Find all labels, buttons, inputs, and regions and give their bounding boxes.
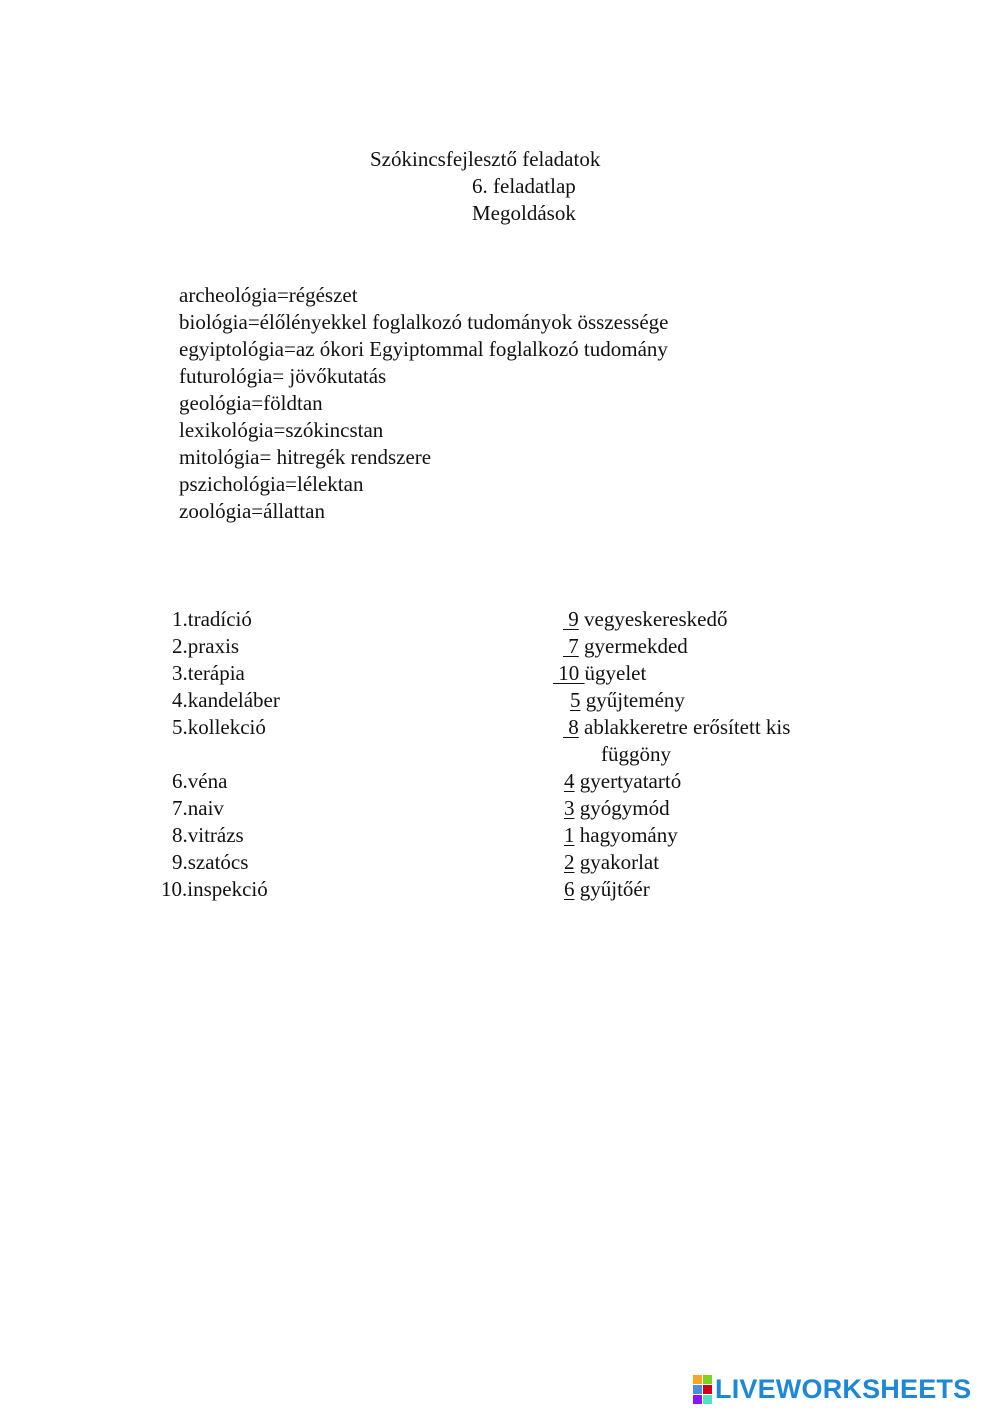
definition-item: zoológia=állattan bbox=[179, 499, 325, 523]
definition-item: geológia=földtan bbox=[179, 391, 323, 415]
definition-item: pszichológia=lélektan bbox=[179, 472, 364, 496]
match-text: vegyeskereskedő bbox=[584, 607, 728, 631]
match-item bbox=[563, 633, 688, 660]
term-item: 9.szatócs bbox=[172, 850, 249, 874]
match-number: 6 bbox=[564, 877, 575, 901]
logo-block bbox=[693, 1395, 702, 1404]
liveworksheets-logo bbox=[693, 1376, 971, 1402]
term-item: 4.kandeláber bbox=[172, 688, 280, 712]
term-item: 7.naiv bbox=[172, 796, 224, 820]
logo-icon bbox=[693, 1375, 712, 1404]
logo-text: LIVEWORKSHEETS bbox=[715, 1374, 972, 1404]
match-number: 3 bbox=[564, 796, 575, 820]
match-text: hagyomány bbox=[579, 823, 678, 847]
definition-item: futurológia= jövőkutatás bbox=[179, 364, 387, 388]
match-number: 9 bbox=[563, 607, 579, 631]
match-text: gyűjtőér bbox=[579, 877, 650, 901]
match-item bbox=[553, 660, 646, 687]
solutions-heading: Megoldások bbox=[472, 201, 576, 225]
term-item: 8.vitrázs bbox=[172, 823, 244, 847]
logo-block bbox=[703, 1385, 712, 1394]
match-number: 8 bbox=[563, 715, 579, 739]
match-number: 10 bbox=[553, 661, 585, 685]
definition-item: egyiptológia=az ókori Egyiptommal foglalkozó tudomány bbox=[179, 337, 668, 361]
match-text: gyakorlat bbox=[579, 850, 660, 874]
match-item bbox=[564, 768, 681, 795]
page-title: Szókincsfejlesztő feladatok bbox=[370, 147, 601, 171]
match-number: 4 bbox=[564, 769, 575, 793]
match-item bbox=[564, 876, 650, 903]
match-item bbox=[564, 822, 678, 849]
match-item bbox=[570, 687, 685, 714]
match-item bbox=[564, 795, 670, 822]
logo-block bbox=[703, 1395, 712, 1404]
logo-block bbox=[693, 1375, 702, 1384]
match-number: 2 bbox=[564, 850, 575, 874]
definition-item: mitológia= hitregék rendszere bbox=[179, 445, 432, 469]
term-item: 2.praxis bbox=[172, 634, 240, 658]
page-subtitle: 6. feladatlap bbox=[472, 174, 576, 198]
match-text: gyermekded bbox=[584, 634, 688, 658]
match-item bbox=[564, 849, 659, 876]
match-text: ügyelet bbox=[584, 661, 647, 685]
match-text: gyógymód bbox=[579, 796, 670, 820]
match-item bbox=[563, 606, 727, 633]
logo-block bbox=[693, 1385, 702, 1394]
term-item: 6.véna bbox=[172, 769, 228, 793]
match-text: ablakkeretre erősített kis bbox=[584, 715, 791, 739]
logo-block bbox=[703, 1375, 712, 1384]
definition-item: lexikológia=szókincstan bbox=[179, 418, 384, 442]
term-item: 3.terápia bbox=[172, 661, 245, 685]
term-item: 1.tradíció bbox=[172, 607, 252, 631]
match-text: gyűjtemény bbox=[585, 688, 685, 712]
match-number: 1 bbox=[564, 823, 575, 847]
term-item: 10.inspekció bbox=[161, 877, 268, 901]
term-item: 5.kollekció bbox=[172, 715, 266, 739]
match-item bbox=[563, 714, 790, 741]
match-number: 7 bbox=[563, 634, 579, 658]
match-number: 5 bbox=[570, 688, 581, 712]
match-text: gyertyatartó bbox=[579, 769, 682, 793]
definition-item: biológia=élőlényekkel foglalkozó tudományok összessége bbox=[179, 310, 669, 334]
definition-item: archeológia=régészet bbox=[179, 283, 358, 307]
match-continuation: függöny bbox=[601, 742, 671, 766]
